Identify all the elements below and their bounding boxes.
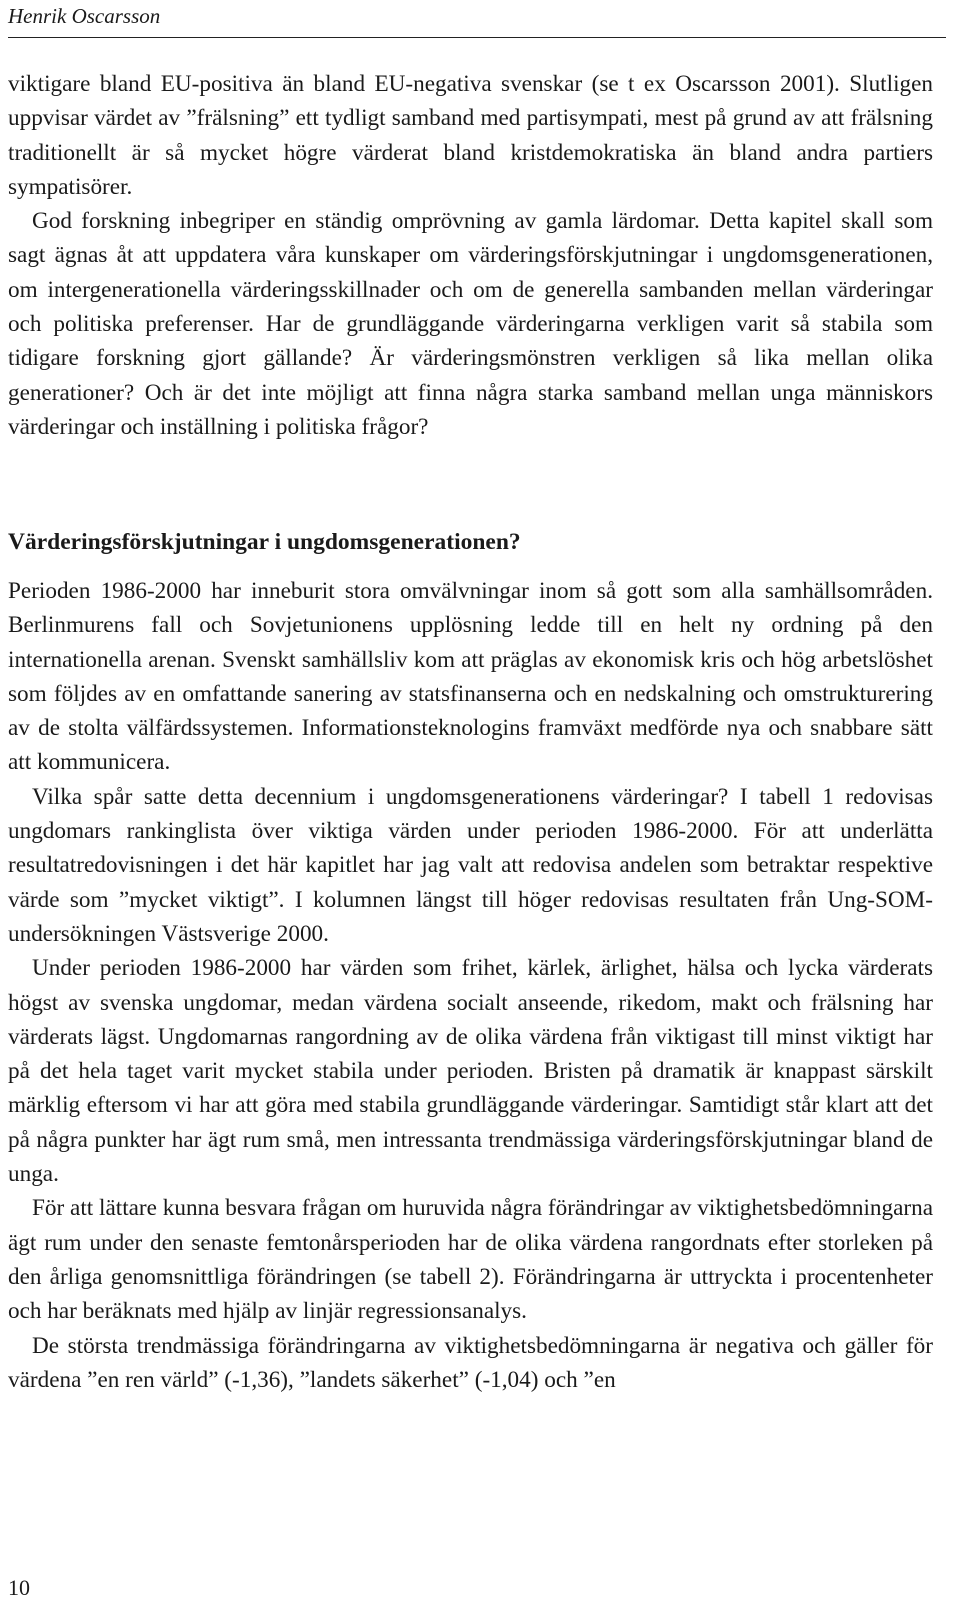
section-text-block xyxy=(8,574,933,1397)
page-number: 10 xyxy=(8,1575,30,1600)
running-header-author: Henrik Oscarsson xyxy=(8,4,161,28)
paragraph-table-2: För att lättare kunna besvara frågan om huruvida några förändringar av viktighetsbedömningarna ägt rum under den senaste femtonårsperioden har de olika värdena rangordnats efter storleken på den årliga genomsnittliga förändringen (se tabell 2). Förändringarna är uttryckta i procentenheter och har beräknats med hjälp av linjär regressionsanalys. xyxy=(8,1195,933,1325)
paragraph-table-1: Vilka spår satte detta decennium i ungdomsgenerationens värderingar? I tabell 1 redovisas ungdomars rankinglista över viktiga värden under perioden 1986-2000. För att underlätta resultatredovisningen i det här kapitlet har jag valt att redovisa andelen som betraktar respektive värde som ”mycket viktigt”. I kolumnen längst till höger redovisas resultaten från Ung-SOM-undersökningen Västsverige 2000. xyxy=(8,783,933,947)
section-heading: Värderingsförskjutningar i ungdomsgenerationen? xyxy=(8,529,521,555)
paragraph-research-question: God forskning inbegriper en ständig omprövning av gamla lärdomar. Detta kapitel skall som sagt ägnas åt att uppdatera våra kunskaper om värderingsförskjutningar i ungdomsgenerationen, om intergenerationella värderingsskillnader och om de generella sambanden mellan värderingar och politiska preferenser. Har de grundläggande värderingarna verkligen varit så stabila som tidigare forskning gjort gällande? Är värderingsmönstren verkligen så lika mellan olika generationer? Och är det inte möjligt att finna några starka samband mellan unga människors värderingar och inställning i politiska frågor? xyxy=(8,208,933,440)
header-rule xyxy=(8,37,946,38)
paragraph-intro-continuation: viktigare bland EU-positiva än bland EU-negativa svenskar (se t ex Oscarsson 2001). Slutligen uppvisar värdet av ”frälsning” ett tydligt samband med partisympati, mest på grund av att frälsning traditionellt är så mycket högre värderat bland kristdemokratiska än bland andra partiers sympatisörer. xyxy=(8,71,933,200)
paragraph-period-overview: Perioden 1986-2000 har inneburit stora omvälvningar inom så gott som alla samhällsområden. Berlinmurens fall och Sovjetunionens upplösning ledde till en helt ny ordning på den internationella arenan. Svenskt samhällsliv kom att präglas av ekonomisk kris och hög arbetslöshet som följdes av en omfattande sanering av statsfinanserna och en nedskalning och omstrukturering av de stolta välfärdssystemen. Informationsteknologins framväxt medförde nya och snabbare sätt att kommunicera. xyxy=(8,578,933,776)
paragraph-largest-changes: De största trendmässiga förändringarna av viktighetsbedömningarna är negativa och gäller för värdena ”en ren värld” (-1,36), ”landets säkerhet” (-1,04) och ”en xyxy=(8,1332,933,1393)
paragraph-value-ranking: Under perioden 1986-2000 har värden som frihet, kärlek, ärlighet, hälsa och lycka värderats högst av svenska ungdomar, medan värdena socialt anseende, rikedom, makt och frälsning har värderats lägst. Ungdomarnas rangordning av de olika värdena från viktigast till minst viktigt har på det hela taget varit mycket stabila under perioden. Bristen på dramatik är knappast särskilt märklig eftersom vi har att göra med stabila grundläggande värderingar. Samtidigt står klart att det på några punkter har ägt rum små, men intressanta trendmässiga värderingsförskjutningar bland de unga. xyxy=(8,955,933,1188)
intro-text-block xyxy=(8,67,933,444)
